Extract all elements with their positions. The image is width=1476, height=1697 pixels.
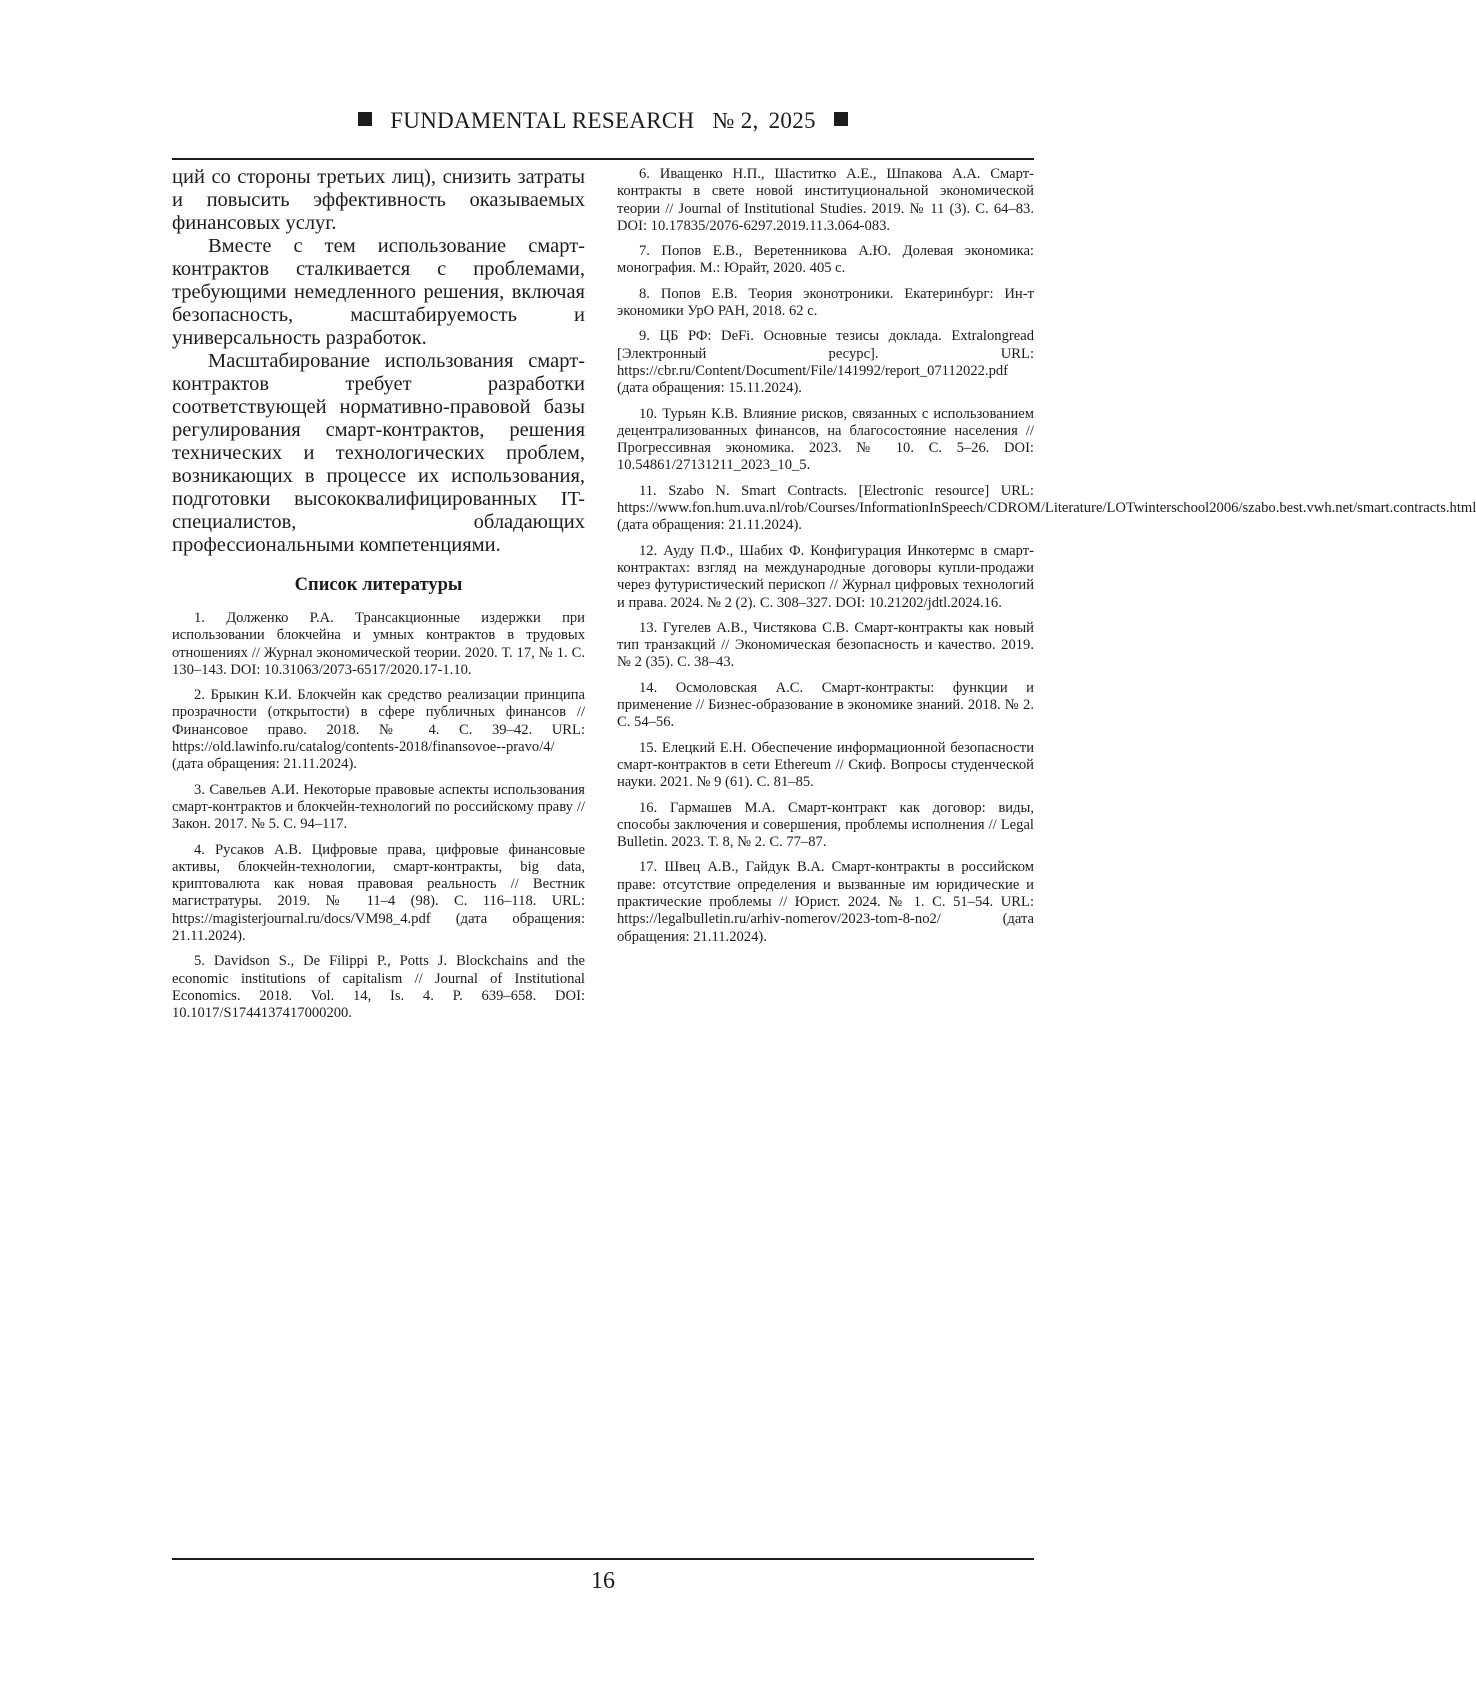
reference-item: 4. Русаков А.В. Цифровые права, цифровые финансовые активы, блокчейн-технологии, смарт-контракты, big data, криптовалюта как новая правовая реальность // Вестник магистратуры. 2019. № 11–4 (98). С. 116–118. URL: https://magisterjournal.ru/docs/VM98_4.pdf (дата обращения: 21.11.2024). (172, 841, 585, 945)
reference-item: 13. Гугелев А.В., Чистякова С.В. Смарт-контракты как новый тип транзакций // Экономическая безопасность и качество. 2019. № 2 (35). С. 38–43. (617, 619, 1034, 671)
footer-rule (172, 1558, 1034, 1560)
reference-item: 3. Савельев А.И. Некоторые правовые аспекты использования смарт-контрактов и блокчейн-технологий по российскому праву // Закон. 2017. № 5. С. 94–117. (172, 781, 585, 833)
page-number: 16 (591, 1568, 615, 1594)
square-bullet-icon (834, 112, 848, 126)
reference-item: 11. Szabo N. Smart Contracts. [Electronic resource] URL: https://www.fon.hum.uva.nl/rob/Courses/InformationInSpeech/CDROM/Literature/LOTwinterschool2006/szabo.best.vwh.net/smart.contracts.html (дата обращения: 21.11.2024). (617, 482, 1476, 534)
body-text (172, 166, 585, 557)
left-column (172, 166, 585, 1031)
reference-item: 2. Брыкин К.И. Блокчейн как средство реализации принципа прозрачности (открытости) в сфере публичных финансов // Финансовое право. 2018. № 4. С. 39–42. URL: https://old.lawinfo.ru/catalog/contents-2018/finansovoe--pravo/4/ (дата обращения: 21.11.2024). (172, 687, 585, 773)
reference-item: 1. Долженко Р.А. Трансакционные издержки при использовании блокчейна и умных контрактов в трудовых отношениях // Журнал экономической теории. 2020. Т. 17, № 1. С. 130–143. DOI: 10.31063/2073-6517/2020.17-1.10. (172, 610, 585, 678)
reference-item: 5. Davidson S., De Filippi P., Potts J. Blockchains and the economic institutions of capitalism // Journal of Institutional Economics. 2018. Vol. 14, Is. 4. P. 639–658. DOI: 10.1017/S1744137417000200. (172, 953, 585, 1022)
issue-year: 2025 (768, 108, 816, 133)
body-paragraph: ций со стороны третьих лиц), снизить затраты и повысить эффективность оказываемых финансовых услуг. (172, 166, 585, 234)
reference-item: 15. Елецкий Е.Н. Обеспечение информационной безопасности смарт-контрактов в сети Ethereum // Скиф. Вопросы студенческой науки. 2021. № 9 (61). С. 81–85. (617, 739, 1034, 791)
right-column (617, 166, 1476, 954)
reference-item: 17. Швец А.В., Гайдук В.А. Смарт-контракты в российском праве: отсутствие определения и вызванные им юридические и практические проблемы // Юрист. 2024. № 1. С. 51–54. URL: https://legalbulletin.ru/arhiv-nomerov/2023-tom-8-no2/ (дата обращения: 21.11.2024). (617, 859, 1034, 945)
reference-item: 14. Осмоловская А.С. Смарт-контракты: функции и применение // Бизнес-образование в экономике знаний. 2018. № 2. С. 54–56. (617, 679, 1034, 731)
reference-item: 8. Попов Е.В. Теория эконотроники. Екатеринбург: Ин-т экономики УрО РАН, 2018. 62 с. (617, 285, 1034, 320)
square-bullet-icon (358, 112, 372, 126)
reference-item: 10. Турьян К.В. Влияние рисков, связанных с использованием децентрализованных финансов, на благосостояние населения // Прогрессивная экономика. 2023. № 10. С. 5–26. DOI: 10.54861/27131211_2023_10_5. (617, 405, 1034, 474)
reference-item: 6. Иващенко Н.П., Шаститко А.Е., Шпакова А.А. Смарт-контракты в свете новой институциональной экономической теории // Journal of Institutional Studies. 2019. № 11 (3). С. 64–83. DOI: 10.17835/2076-6297.2019.11.3.064-083. (617, 166, 1034, 234)
references-heading: Список литературы (294, 575, 463, 595)
body-paragraph: Масштабирование использования смарт-контрактов требует разработки соответствующей нормативно-правовой базы регулирования смарт-контрактов, решения технических и технологических проблем, возникающих в процессе их использования, подготовки высококвалифицированных IT-специалистов, обладающих профессиональными компетенциями. (172, 350, 585, 556)
reference-item: 7. Попов Е.В., Веретенникова А.Ю. Долевая экономика: монография. М.: Юрайт, 2020. 405 с. (617, 243, 1034, 277)
running-header (172, 108, 1034, 134)
reference-item: 12. Ауду П.Ф., Шабих Ф. Конфигурация Инкотермс в смарт-контрактах: взгляд на международные договоры купли-продажи через футуристический перископ // Журнал цифровых технологий и права. 2024. № 2 (2). С. 308–327. DOI: 10.21202/jdtl.2024.16. (617, 542, 1034, 611)
body-paragraph: Вместе с тем использование смарт-контрактов сталкивается с проблемами, требующими немедленного решения, включая безопасность, масштабируемость и универсальность разработок. (172, 235, 585, 349)
header-rule (172, 158, 1034, 160)
journal-name: FUNDAMENTAL RESEARCH (390, 108, 695, 133)
issue-number: № 2, (712, 108, 759, 133)
reference-item: 16. Гармашев М.А. Смарт-контракт как договор: виды, способы заключения и совершения, проблемы исполнения // Legal Bulletin. 2023. Т. 8, № 2. С. 77–87. (617, 799, 1034, 851)
reference-item: 9. ЦБ РФ: DeFi. Основные тезисы доклада. Extralongread [Электронный ресурс]. URL: https://cbr.ru/Content/Document/File/141992/report_07112022.pdf (дата обращения: 15.11.2024). (617, 328, 1034, 397)
